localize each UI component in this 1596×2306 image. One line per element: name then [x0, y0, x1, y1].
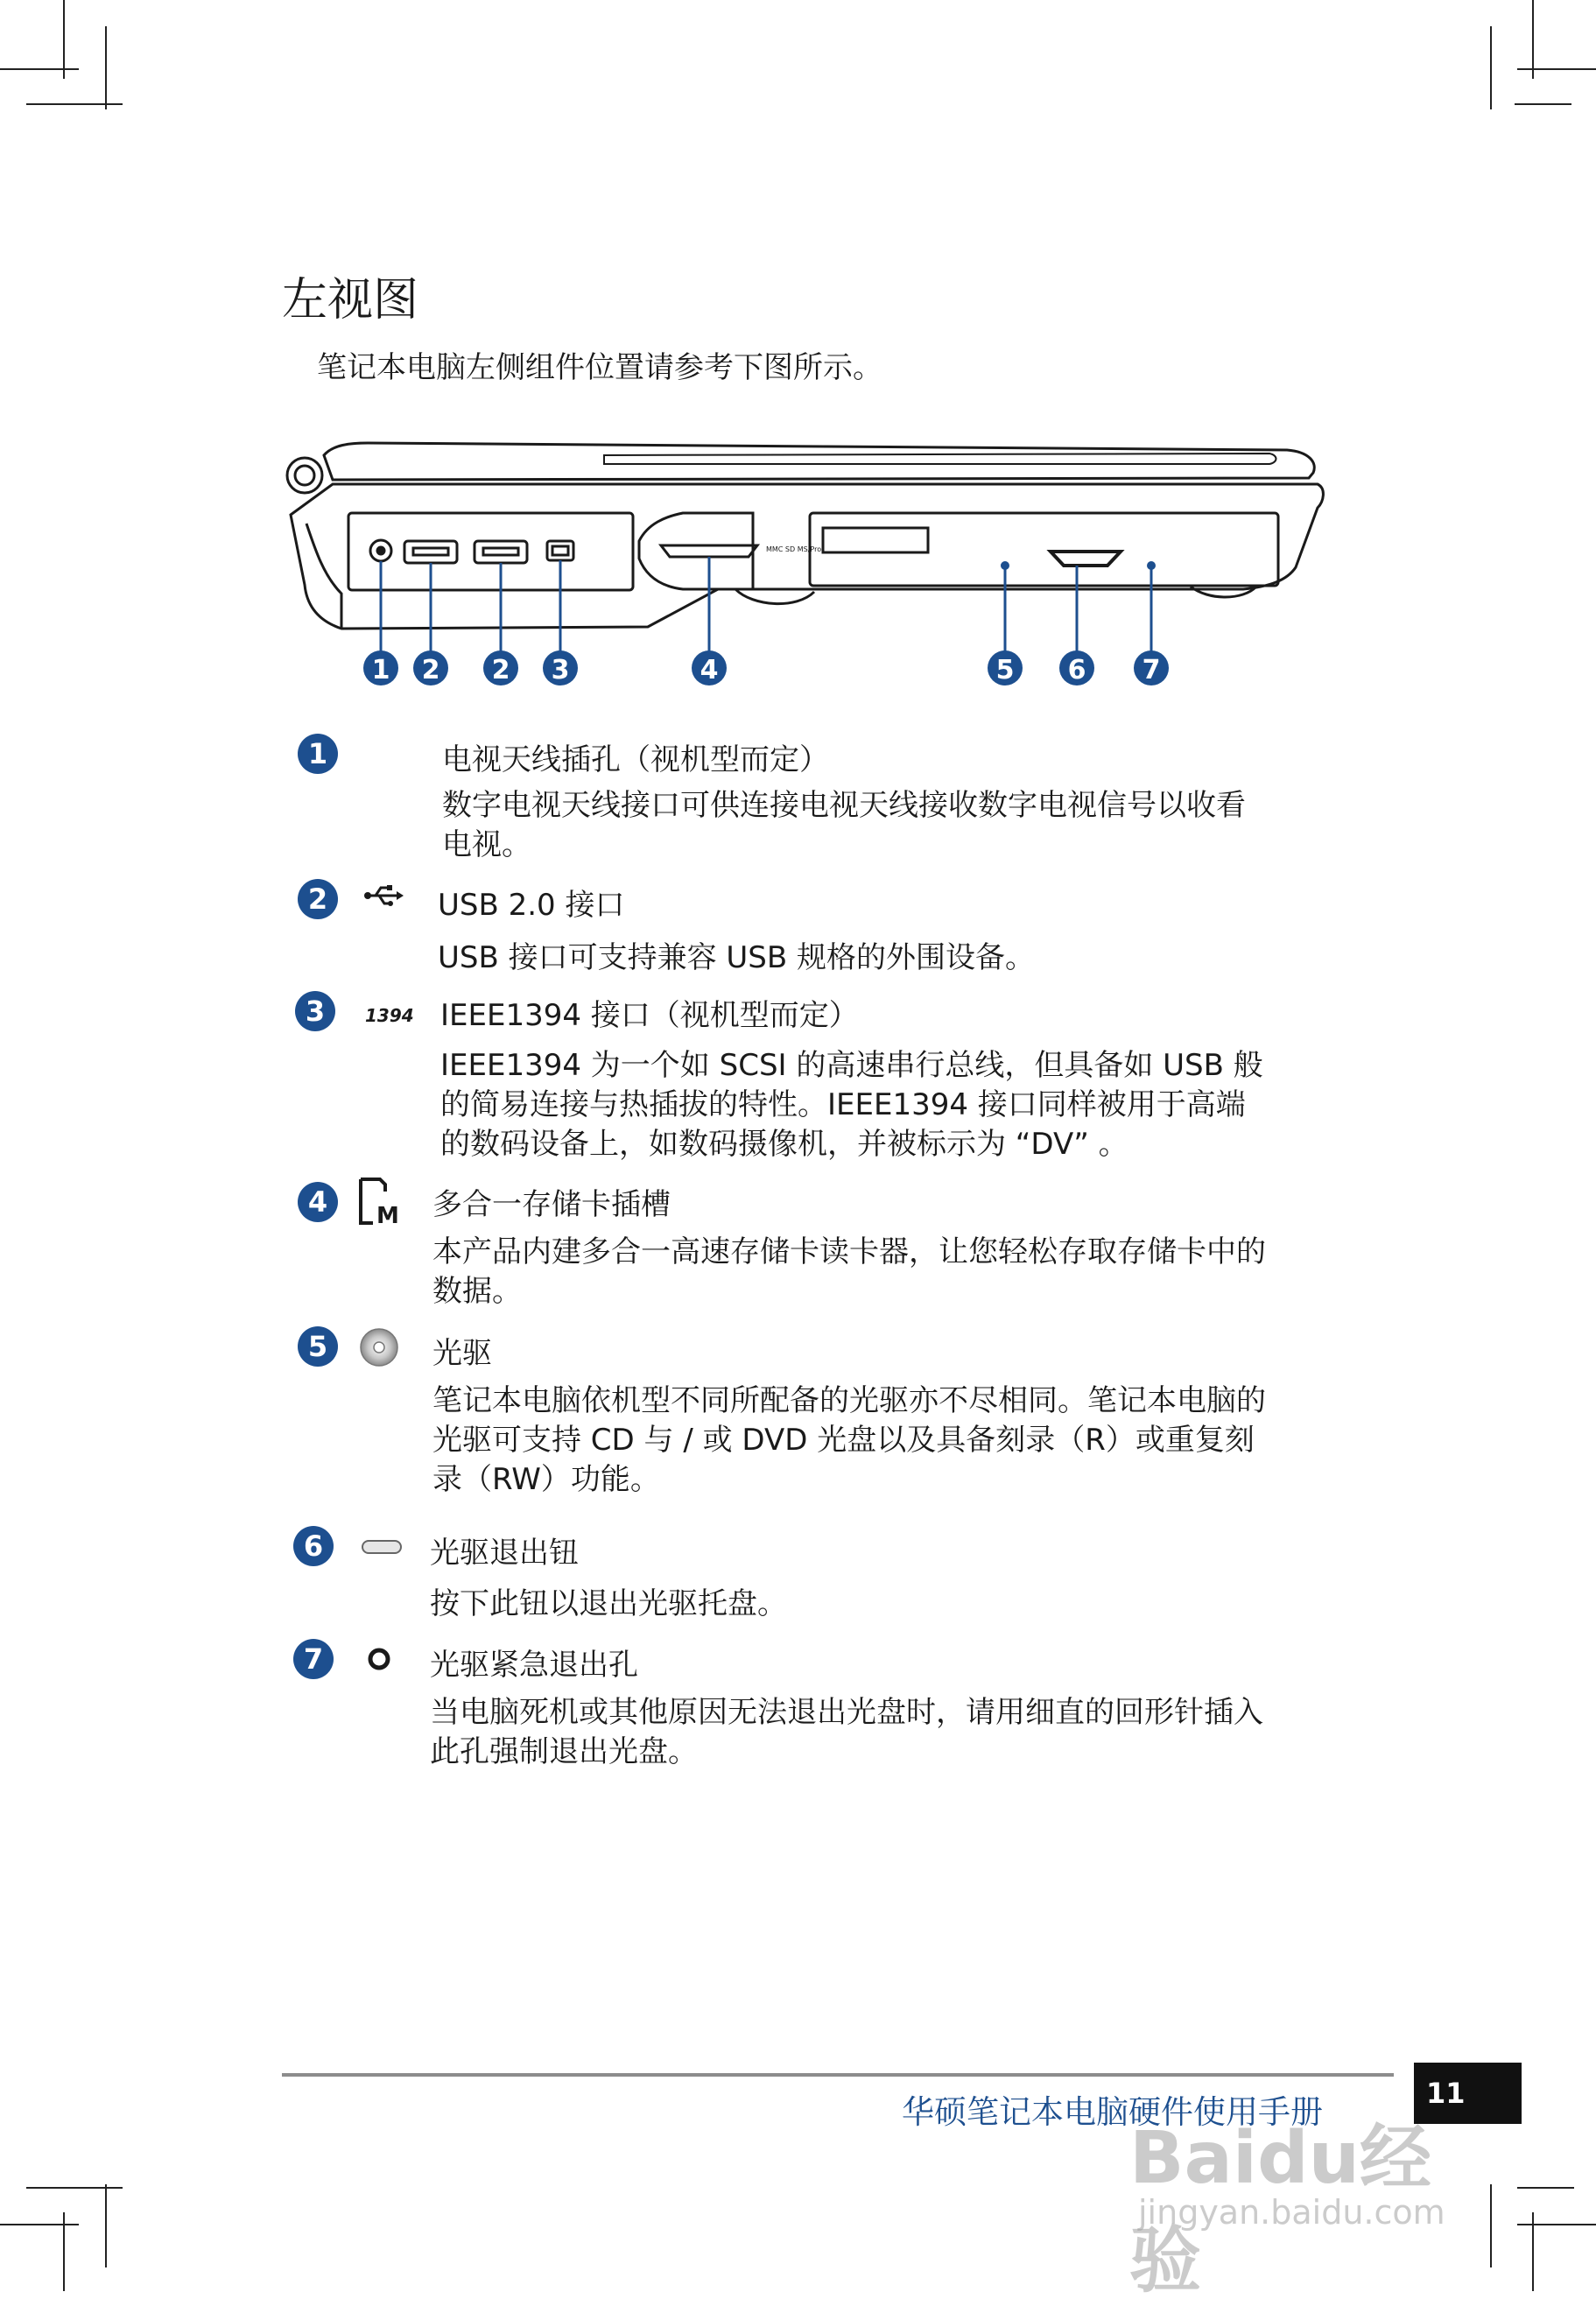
svg-text:6: 6: [1067, 655, 1086, 685]
item-title-tv-antenna: 电视天线插孔（视机型而定）: [442, 742, 829, 777]
crop-mark: [26, 103, 123, 105]
item-number-3: 3: [295, 991, 335, 1031]
callout-2: [413, 650, 448, 685]
item-title-ieee1394: IEEE1394 接口（视机型而定）: [440, 998, 859, 1033]
eject-button-icon: [361, 1538, 403, 1556]
intro-text: 笔记本电脑左侧组件位置请参考下图所示。: [317, 350, 882, 385]
crop-mark: [0, 68, 79, 70]
crop-mark: [26, 2187, 123, 2189]
footer-manual-title: 华硕笔记本电脑硬件使用手册: [902, 2093, 1323, 2131]
item-desc-usb: USB 接口可支持兼容 USB 规格的外围设备。: [438, 940, 1036, 975]
svg-text:2: 2: [491, 655, 510, 685]
baidu-watermark: [1129, 2101, 1497, 2302]
item-number-7: 7: [293, 1639, 334, 1679]
item-number-5: 5: [298, 1326, 338, 1367]
crop-mark: [0, 2224, 79, 2225]
callout-5: [988, 650, 1023, 685]
item-desc-tv-antenna: 数字电视天线接口可供连接电视天线接收数字电视信号以收看 电视。: [442, 788, 1246, 862]
item-desc-emergency-eject: 当电脑死机或其他原因无法退出光盘时，请用细直的回形针插入 此孔强制退出光盘。: [430, 1695, 1263, 1769]
svg-text:7: 7: [1142, 655, 1161, 685]
crop-mark: [63, 0, 65, 79]
crop-mark: [1517, 2187, 1574, 2189]
ieee1394-icon: 1394: [365, 1005, 414, 1026]
item-title-eject-button: 光驱退出钮: [430, 1536, 579, 1571]
callout-4: [692, 650, 727, 685]
memory-card-icon: [357, 1176, 403, 1227]
optical-disc-icon: [359, 1327, 399, 1367]
crop-mark: [105, 2184, 107, 2267]
callout-7: [1134, 650, 1169, 685]
callout-2: [483, 650, 518, 685]
svg-text:3: 3: [551, 655, 570, 685]
crop-mark: [1490, 26, 1492, 109]
callout-1: [363, 650, 398, 685]
laptop-left-side-diagram: [280, 436, 1331, 699]
item-desc-eject-button: 按下此钮以退出光驱托盘。: [430, 1586, 787, 1621]
item-title-optical-drive: 光驱: [432, 1336, 492, 1371]
page-number: 11: [1414, 2063, 1522, 2124]
item-title-memory-card: 多合一存储卡插槽: [432, 1187, 671, 1222]
item-number-1: 1: [298, 734, 338, 774]
crop-mark: [1517, 68, 1596, 70]
watermark-url: jingyan.baidu.com: [1138, 2193, 1445, 2232]
svg-text:4: 4: [700, 655, 719, 685]
svg-text:MMC SD MS/Pro: MMC SD MS/Pro: [766, 545, 822, 553]
page-title: 左视图: [282, 274, 419, 327]
crop-mark: [1532, 0, 1534, 79]
item-desc-ieee1394: IEEE1394 为一个如 SCSI 的高速串行总线，但具备如 USB 般 的简易连接与热插拔的特性。IEEE1394 接口同样被用于高端 的数码设备上，如数码摄像机，并被标示为 “DV” 。: [440, 1048, 1263, 1162]
usb-icon: [363, 882, 404, 909]
item-number-4: 4: [298, 1182, 338, 1222]
callout-6: [1059, 650, 1094, 685]
emergency-eject-icon: [366, 1646, 392, 1672]
svg-text:M: M: [376, 1203, 399, 1227]
svg-text:2: 2: [421, 655, 440, 685]
item-number-6: 6: [293, 1526, 334, 1566]
item-title-emergency-eject: 光驱紧急退出孔: [430, 1648, 638, 1683]
crop-mark: [105, 26, 107, 109]
item-desc-memory-card: 本产品内建多合一高速存储卡读卡器，让您轻松存取存储卡中的 数据。: [432, 1234, 1266, 1309]
callout-3: [543, 650, 578, 685]
watermark-brand: Baidu经验: [1129, 2117, 1432, 2302]
svg-text:5: 5: [995, 655, 1015, 685]
item-desc-optical-drive: 笔记本电脑依机型不同所配备的光驱亦不尽相同。笔记本电脑的 光驱可支持 CD 与 / 或 DVD 光盘以及具备刻录（R）或重复刻 录（RW）功能。: [432, 1383, 1266, 1497]
crop-mark: [1517, 2224, 1596, 2225]
footer-rule: [282, 2073, 1394, 2077]
crop-mark: [1515, 103, 1571, 105]
item-title-usb: USB 2.0 接口: [438, 888, 625, 923]
svg-text:1: 1: [371, 655, 390, 685]
item-number-2: 2: [298, 879, 338, 919]
